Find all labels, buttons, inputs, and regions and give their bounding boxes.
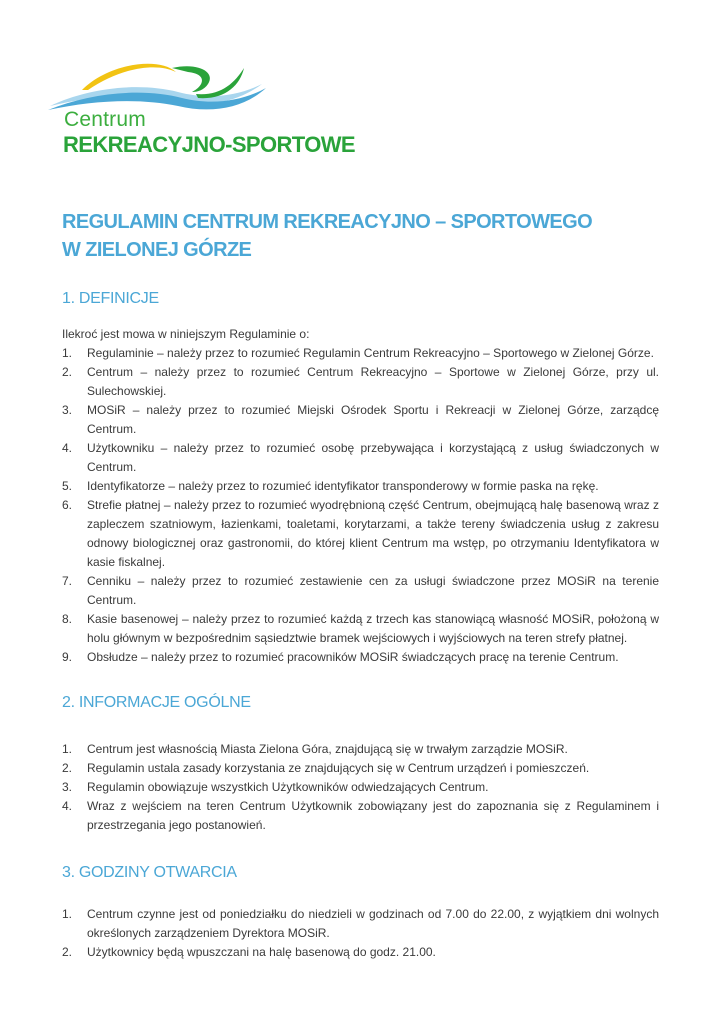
list-item-number: 9. [62, 650, 73, 664]
list-item [62, 943, 659, 962]
list-item-text: Obsłudze – należy przez to rozumieć pracowników MOSiR świadczących pracę na terenie Centrum. [87, 650, 619, 664]
list-item [62, 740, 659, 759]
logo-text-rekreacyjno-sportowe: REKREACYJNO-SPORTOWE [63, 132, 355, 157]
list-item-number: 6. [62, 498, 73, 512]
list-item-number: 3. [62, 403, 73, 417]
list-item-number: 2. [62, 761, 73, 775]
list-item [62, 778, 659, 797]
list-item-text: Regulamin ustala zasady korzystania ze znajdujących się w Centrum urządzeń i pomieszczeń. [87, 761, 590, 775]
section-intro: Ilekroć jest mowa w niniejszym Regulaminie o: [62, 327, 310, 341]
list-item-number: 4. [62, 441, 73, 455]
list-item-number: 1. [62, 907, 73, 921]
list-item-number: 5. [62, 479, 73, 493]
list-item-text: Użytkowniku – należy przez to rozumieć osobę przebywająca i korzystającą z usług świadczonych w Centrum. [87, 441, 659, 474]
list-item-text: Centrum – należy przez to rozumieć Centrum Rekreacyjno – Sportowe w Zielonej Górze, przy ul. Sulechowskiej. [87, 365, 659, 398]
list-item [62, 797, 659, 835]
definitions-list [62, 344, 659, 667]
document-title-line2: W ZIELONEJ GÓRZE [62, 239, 252, 261]
list-item-text: MOSiR – należy przez to rozumieć Miejski Ośrodek Sportu i Rekreacji w Zielonej Górze, zarządcę Centrum. [87, 403, 659, 436]
list-item [62, 401, 659, 439]
list-item-text: Strefie płatnej – należy przez to rozumieć wyodrębnioną część Centrum, obejmującą halę basenową wraz z zapleczem szatniowym, łazienkami, toaletami, korytarzami, a także tereny świadczenia usług z zakresu odnowy biologicznej oraz gastronomii, do której klient Centrum ma wstęp, po otrzymaniu Identyfikatora w kasie fiskalnej. [87, 498, 659, 569]
list-item-number: 2. [62, 945, 73, 959]
list-item-number: 2. [62, 365, 73, 379]
logo-text-centrum: Centrum [64, 108, 146, 131]
centrum-logo [48, 58, 368, 162]
list-item-text: Identyfikatorze – należy przez to rozumieć identyfikator transponderowy w formie paska na rękę. [87, 479, 599, 493]
list-item [62, 496, 659, 572]
list-item-text: Wraz z wejściem na teren Centrum Użytkownik zobowiązany jest do zapoznania się z Regulaminem i przestrzegania jego postanowień. [87, 799, 659, 832]
list-item-text: Cenniku – należy przez to rozumieć zestawienie cen za usługi świadczone przez MOSiR na terenie Centrum. [87, 574, 659, 607]
list-item [62, 648, 659, 667]
general-info-list [62, 740, 659, 835]
list-item-number: 7. [62, 574, 73, 588]
section-heading-godziny-otwarcia: 3. GODZINY OTWARCIA [62, 864, 237, 881]
list-item-number: 3. [62, 780, 73, 794]
list-item-text: Użytkownicy będą wpuszczani na halę basenową do godz. 21.00. [87, 945, 436, 959]
list-item-number: 1. [62, 742, 73, 756]
wave-swoosh-icon [48, 58, 278, 114]
section-heading-definicje: 1. DEFINICJE [62, 290, 159, 307]
list-item [62, 363, 659, 401]
list-item-text: Regulamin obowiązuje wszystkich Użytkowników odwiedzających Centrum. [87, 780, 489, 794]
document-title [62, 208, 662, 264]
list-item-text: Kasie basenowej – należy przez to rozumieć każdą z trzech kas stanowiącą własność MOSiR, położoną w holu głównym w bezpośrednim sąsiedztwie bramek wejściowych i wyjściowych na teren strefy płatnej. [87, 612, 659, 645]
list-item [62, 610, 659, 648]
list-item [62, 905, 659, 943]
list-item-text: Centrum jest własnością Miasta Zielona Góra, znajdującą się w trwałym zarządzie MOSiR. [87, 742, 568, 756]
list-item-number: 8. [62, 612, 73, 626]
section-heading-informacje-ogolne: 2. INFORMACJE OGÓLNE [62, 694, 251, 711]
list-item [62, 344, 659, 363]
list-item [62, 477, 659, 496]
list-item-number: 4. [62, 799, 73, 813]
list-item-number: 1. [62, 346, 73, 360]
list-item [62, 572, 659, 610]
list-item [62, 759, 659, 778]
document-title-line1: REGULAMIN CENTRUM REKREACYJNO – SPORTOWEGO [62, 211, 593, 233]
opening-hours-list [62, 905, 659, 962]
list-item-text: Centrum czynne jest od poniedziałku do niedzieli w godzinach od 7.00 do 22.00, z wyjątkiem dni wolnych określonych zarządzeniem Dyrektora MOSiR. [87, 907, 659, 940]
list-item-text: Regulaminie – należy przez to rozumieć Regulamin Centrum Rekreacyjno – Sportowego w Zielonej Górze. [87, 346, 654, 360]
list-item [62, 439, 659, 477]
